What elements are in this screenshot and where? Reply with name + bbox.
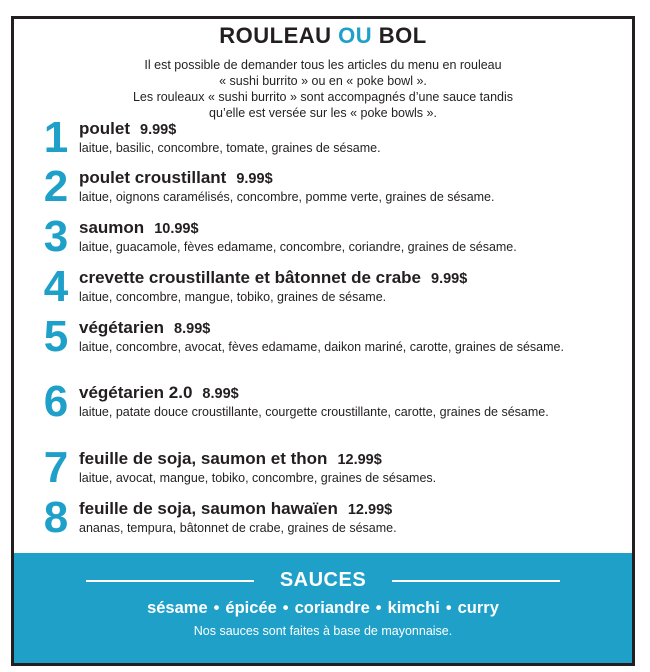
item-price: 9.99$ bbox=[431, 271, 468, 287]
item-price: 12.99$ bbox=[337, 452, 382, 468]
item-number: 7 bbox=[43, 443, 69, 492]
item-description: laitue, patate douce croustillante, courgette croustillante, carotte, graines de sésame. bbox=[79, 405, 549, 419]
sauces-section bbox=[14, 553, 632, 663]
sauce-item: sésame bbox=[147, 599, 208, 617]
item-number: 1 bbox=[43, 113, 69, 162]
intro-line: qu’elle est versée sur les « poke bowls ». bbox=[209, 106, 437, 120]
item-description: laitue, basilic, concombre, tomate, graines de sésame. bbox=[79, 141, 381, 155]
item-name: saumon bbox=[79, 218, 145, 237]
sauce-item: curry bbox=[457, 599, 499, 617]
sauce-list bbox=[14, 597, 632, 619]
item-name: végétarien 2.0 bbox=[79, 383, 193, 402]
item-name: feuille de soja, saumon et thon bbox=[79, 449, 328, 468]
bullet-separator: • bbox=[375, 599, 382, 617]
item-price: 9.99$ bbox=[236, 171, 273, 187]
sauce-item: coriandre bbox=[294, 599, 370, 617]
item-price: 12.99$ bbox=[347, 502, 393, 518]
item-number: 8 bbox=[43, 493, 69, 542]
item-description: ananas, tempura, bâtonnet de crabe, graines de sésame. bbox=[79, 521, 397, 535]
sauces-note: Nos sauces sont faites à base de mayonnaise. bbox=[193, 624, 453, 638]
item-description: laitue, concombre, mangue, tobiko, graines de sésame. bbox=[79, 290, 387, 304]
item-description: laitue, avocat, mangue, tobiko, concombre, graines de sésames. bbox=[79, 471, 437, 485]
item-number: 2 bbox=[43, 162, 69, 211]
bullet-separator: • bbox=[282, 599, 289, 617]
title-word-bol: BOL bbox=[378, 23, 427, 48]
title-word-ou: OU bbox=[338, 23, 373, 48]
sauces-title: SAUCES bbox=[279, 569, 367, 591]
item-number: 4 bbox=[43, 262, 69, 311]
divider-line bbox=[392, 580, 560, 582]
sauce-item: kimchi bbox=[387, 599, 440, 617]
bullet-separator: • bbox=[445, 599, 452, 617]
intro-line: Il est possible de demander tous les articles du menu en rouleau bbox=[144, 58, 502, 72]
item-number: 5 bbox=[43, 312, 69, 361]
item-number: 3 bbox=[43, 212, 69, 261]
item-number: 6 bbox=[43, 377, 69, 426]
item-name: crevette croustillante et bâtonnet de crabe bbox=[79, 268, 421, 287]
intro-text bbox=[14, 57, 632, 121]
item-price: 10.99$ bbox=[154, 221, 199, 237]
title-word-rouleau: ROULEAU bbox=[219, 23, 332, 48]
item-price: 8.99$ bbox=[174, 321, 211, 337]
item-description: laitue, guacamole, fèves edamame, concombre, coriandre, graines de sésame. bbox=[79, 240, 517, 254]
item-name: végétarien bbox=[79, 318, 165, 337]
item-price: 8.99$ bbox=[202, 386, 239, 402]
menu-title bbox=[197, 22, 448, 50]
intro-line: « sushi burrito » ou en « poke bowl ». bbox=[219, 74, 427, 88]
item-name: feuille de soja, saumon hawaïen bbox=[79, 499, 338, 518]
intro-line: Les rouleaux « sushi burrito » sont accompagnés d’une sauce tandis bbox=[132, 90, 514, 104]
sauce-item: épicée bbox=[225, 599, 277, 617]
item-name: poulet croustillant bbox=[79, 168, 227, 187]
item-description: laitue, concombre, avocat, fèves edamame, daikon mariné, carotte, graines de sésame. bbox=[79, 340, 564, 354]
item-name: poulet bbox=[79, 119, 130, 138]
bullet-separator: • bbox=[213, 599, 220, 617]
item-description: laitue, oignons caramélisés, concombre, pomme verte, graines de sésame. bbox=[79, 190, 495, 204]
item-price: 9.99$ bbox=[140, 122, 177, 138]
